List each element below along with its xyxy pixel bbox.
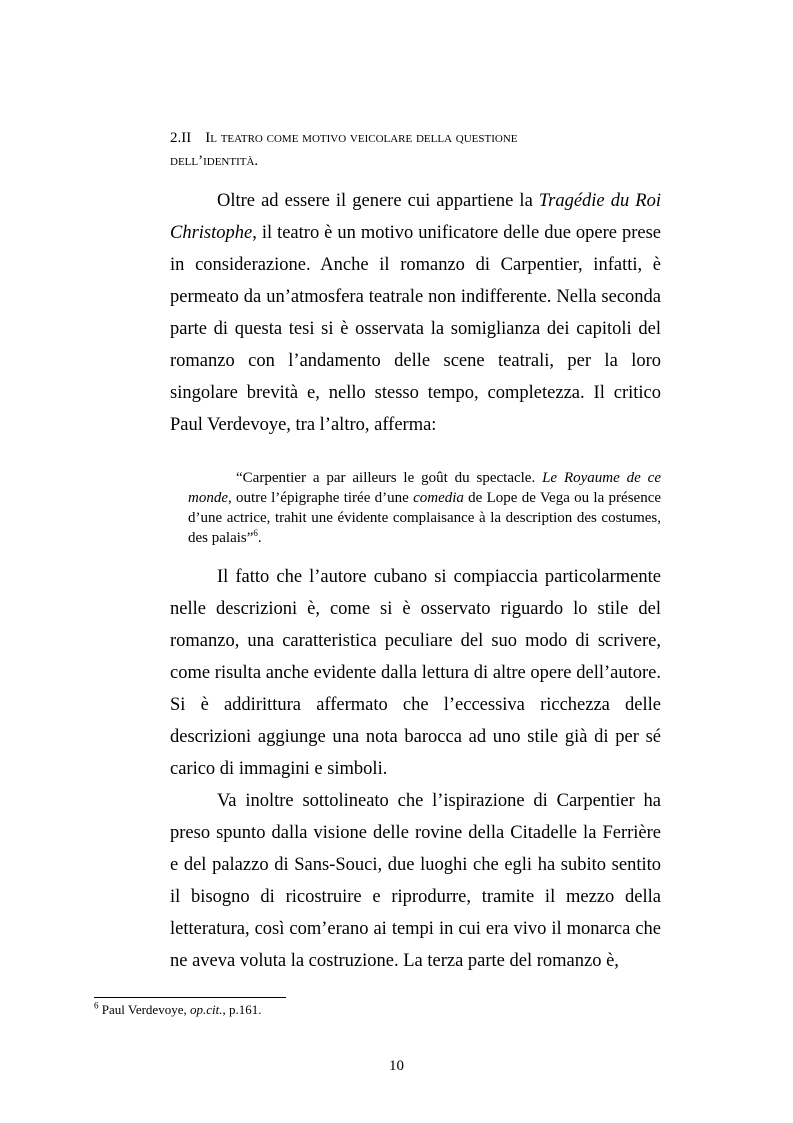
footnote — [94, 1002, 261, 1018]
footnote-divider — [94, 997, 286, 998]
footnote-reference[interactable]: 6 — [253, 528, 258, 538]
quote-end: . — [257, 530, 262, 546]
page-number: 10 — [389, 1058, 404, 1074]
body-paragraph-1 — [170, 185, 661, 441]
paragraph1-body: , il teatro è un motivo unificatore delle due opere prese in considerazione. Anche il romanzo di Carpentier, infatti, è permeato da un’atmosfera teatrale non indifferente. Nella seconda parte di questa tesi si è osservata la somiglianza dei capitoli del romanzo con l’andamento delle scene teatrali, per la loro singolare brevità e, nello stesso tempo, completezza. Il critico Paul Verdevoye, tra l’altro, afferma: — [170, 223, 661, 435]
footnote-number: 6 — [94, 1000, 99, 1011]
footnote-author: Paul Verdevoye, — [98, 1002, 190, 1017]
block-quote — [188, 468, 661, 548]
section-heading — [170, 127, 661, 173]
footnote-ref: op.cit. — [189, 1002, 223, 1017]
section-title-line2: dell’identità. — [170, 153, 259, 169]
section-number: 2.II — [170, 130, 192, 146]
quote-italic-title: Le Royaume de ce monde — [188, 470, 661, 506]
body-paragraph-2 — [170, 561, 661, 785]
section-title-line1: Il teatro come motivo veicolare della questione — [205, 130, 518, 146]
body-paragraph-3 — [170, 785, 661, 977]
quote-part1: “Carpentier a par ailleurs le goût du spectacle. — [236, 470, 543, 486]
quote-part2: , outre l’épigraphe tirée d’une — [228, 490, 414, 506]
quote-part3: de Lope de Vega ou la présence d’une actrice, trahit une évidente complaisance à la description des costumes, des palais” — [188, 490, 662, 546]
work-title: Tragédie du Roi Christophe — [170, 191, 661, 243]
paragraph2-text: Il fatto che l’autore cubano si compiaccia particolarmente nelle descrizioni è, come si è osservato riguardo lo stile del romanzo, una caratteristica peculiare del suo modo di scrivere, come risulta anche evidente dalla lettura di altre opere dell’autore. Si è addirittura affermato che l’eccessiva ricchezza delle descrizioni aggiunge una nota barocca ad uno stile già di per sé carico di immagini e simboli. — [170, 567, 661, 779]
paragraph1-intro: Oltre ad essere il genere cui appartiene la — [217, 191, 539, 211]
paragraph3-text: Va inoltre sottolineato che l’ispirazione di Carpentier ha preso spunto dalla visione delle rovine della Citadelle la Ferrière e del palazzo di Sans-Souci, due luoghi che egli ha subito sentito il bisogno di ricostruire e riprodurre, tramite il mezzo della letteratura, così com’erano ai tempi in cui era vivo il monarca che ne aveva voluta la costruzione. La terza parte del romanzo è, — [170, 791, 661, 971]
footnote-pages: , p.161. — [222, 1002, 262, 1017]
quote-italic-comedia: comedia — [413, 490, 464, 506]
